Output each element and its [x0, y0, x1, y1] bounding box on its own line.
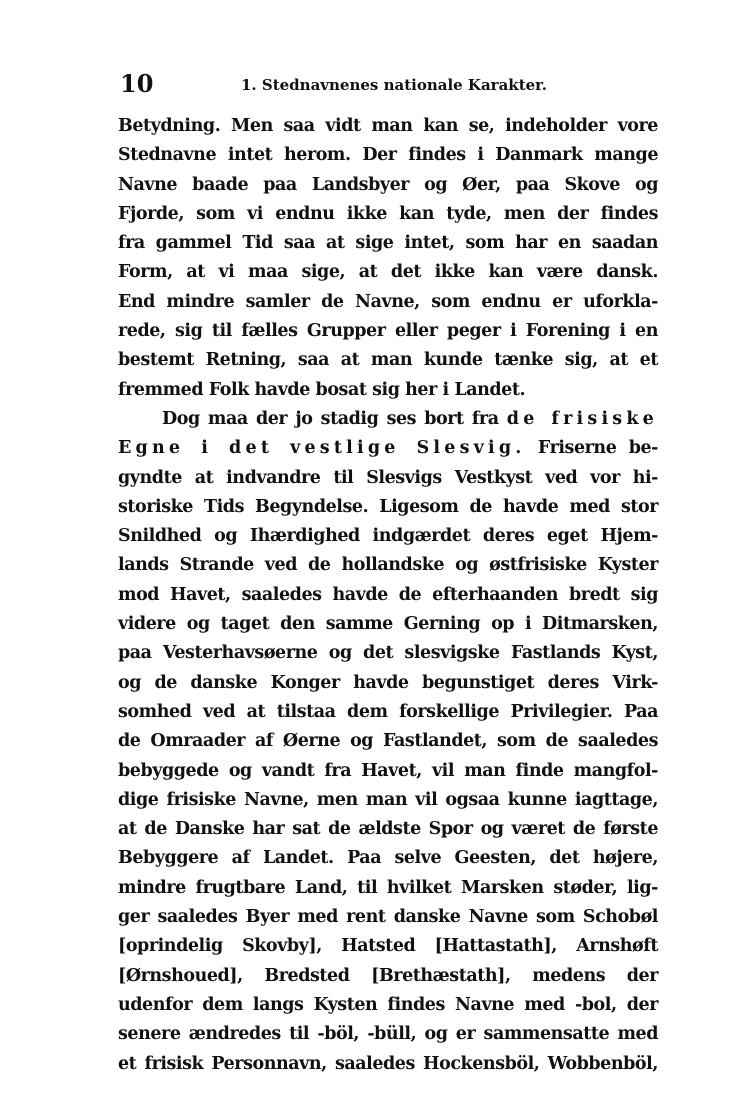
text-line: gyndte at indvandre til Slesvigs Vestkyst ved vor hi-	[118, 467, 658, 488]
text-line: udenfor dem langs Kysten findes Navne med -bol, der	[118, 994, 658, 1015]
text-line: Form, at vi maa sige, at det ikke kan være dansk.	[118, 262, 658, 283]
text-line: at de Danske har sat de ældste Spor og været de første	[118, 819, 658, 840]
text-line: Stednavne intet herom. Der findes i Danmark mange	[118, 145, 658, 166]
text-line: de Omraader af Øerne og Fastlandet, som de saaledes	[118, 731, 658, 752]
text-line: paa Vesterhavsøerne og det slesvigske Fastlands Kyst,	[118, 643, 658, 664]
text-line: [oprindelig Skovby], Hatsted [Hattastath], Arnshøft	[118, 936, 658, 957]
text-line: Bebyggere af Landet. Paa selve Geesten, det højere,	[118, 848, 658, 869]
text-line: fra gammel Tid saa at sige intet, som har en saadan	[118, 233, 658, 254]
text-line: bestemt Retning, saa at man kunde tænke sig, at et	[118, 350, 658, 371]
running-head	[118, 66, 658, 102]
text-line: senere ændredes til -böl, -büll, og er sammensatte med	[118, 1024, 658, 1045]
text-line: ger saaledes Byer med rent danske Navne som Schobøl	[118, 907, 658, 928]
text-line: videre og taget den samme Gerning op i Ditmarsken,	[118, 614, 658, 635]
text-line: Fjorde, som vi endnu ikke kan tyde, men der findes	[118, 203, 658, 224]
text-line: Betydning. Men saa vidt man kan se, indeholder vore	[118, 116, 658, 136]
text-line: Snildhed og Ihærdighed indgærdet deres eget Hjem-	[118, 526, 658, 547]
text-line: somhed ved at tilstaa dem forskellige Privilegier. Paa	[118, 701, 658, 722]
text-line: storiske Tids Begyndelse. Ligesom de havde med stor	[118, 496, 658, 517]
text-line: Dog maa der jo stadig ses bort fra de frisiske	[162, 408, 658, 429]
text-line: mod Havet, saaledes havde de efterhaanden bredt sig	[118, 584, 658, 605]
text-line: fremmed Folk havde bosat sig her i Landet.	[118, 379, 526, 400]
text-line: Egne i det vestlige Slesvig. Friserne be-	[118, 438, 658, 459]
text-line: [Ørnshoued], Bredsted [Brethæstath], medens der	[118, 965, 658, 986]
text-line: Navne baade paa Landsbyer og Øer, paa Skove og	[118, 174, 658, 195]
text-line: bebyggede og vandt fra Havet, vil man finde mangfol-	[118, 760, 658, 781]
running-title: 1. Stednavnenes nationale Karakter.	[241, 76, 547, 94]
text-line: End mindre samler de Navne, som endnu er uforkla-	[118, 291, 658, 312]
body-text	[118, 112, 658, 1079]
text-line: dige frisiske Navne, men man vil ogsaa kunne iagttage,	[118, 789, 658, 810]
page-number: 10	[120, 69, 154, 98]
text-line: rede, sig til fælles Grupper eller peger i Forening i en	[118, 321, 658, 342]
text-line: et frisisk Personnavn, saaledes Hockensböl, Wobbenböl,	[118, 1053, 658, 1074]
text-line: lands Strande ved de hollandske og østfrisiske Kyster	[118, 555, 658, 576]
text-line: og de danske Konger havde begunstiget deres Virk-	[118, 672, 658, 693]
text-line: mindre frugtbare Land, til hvilket Marsken støder, lig-	[118, 877, 658, 898]
